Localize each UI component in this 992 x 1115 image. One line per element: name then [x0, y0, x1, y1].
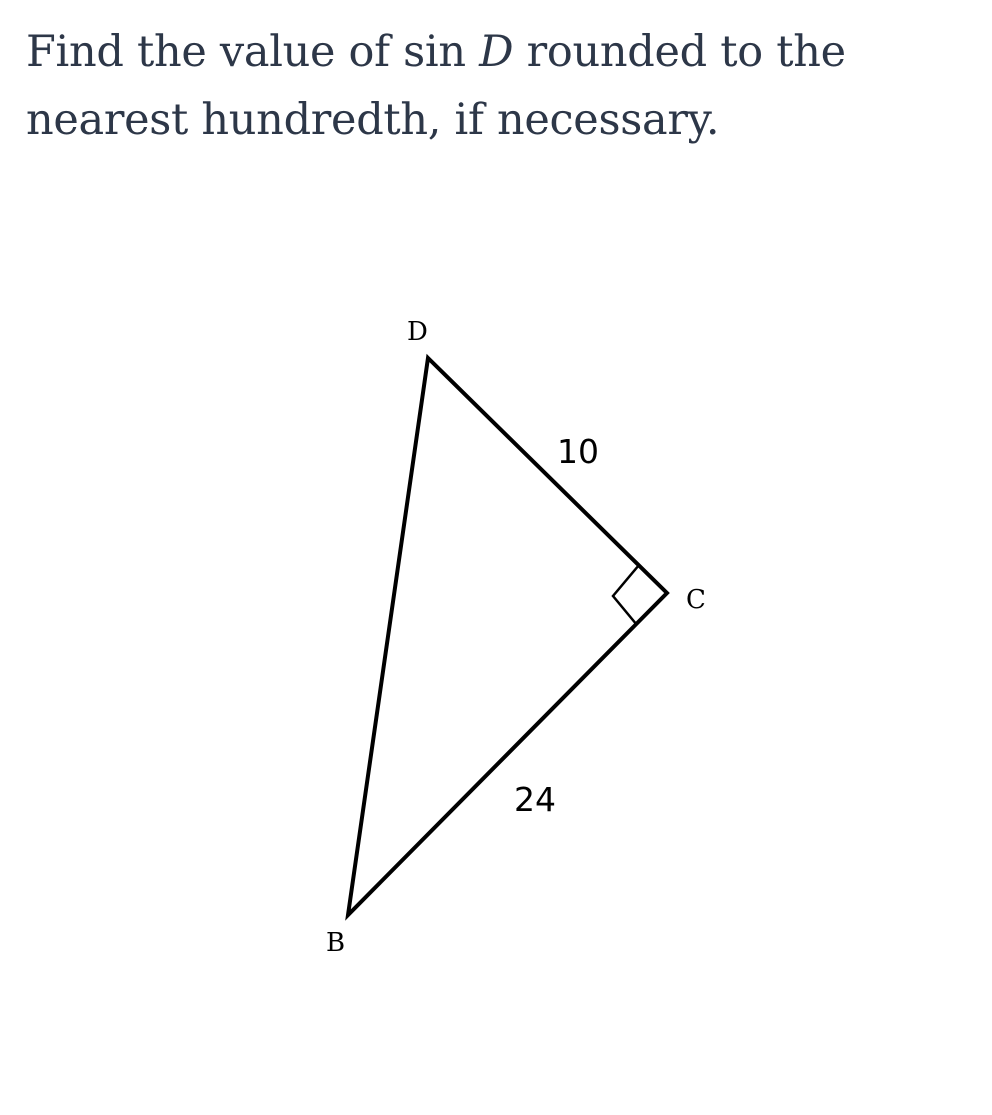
vertex-label-b: B: [326, 928, 346, 958]
right-angle-marker: [613, 565, 639, 625]
vertex-label-d: D: [407, 317, 428, 347]
triangle-dcb: [348, 358, 667, 915]
question-suffix: rounded to the nearest hundredth, if necessary.: [26, 27, 846, 145]
question-variable: D: [479, 27, 514, 77]
vertex-label-c: C: [686, 585, 706, 615]
side-label-cb: 24: [514, 780, 556, 819]
side-label-dc: 10: [557, 432, 599, 471]
question-prefix: Find the value of sin: [26, 27, 480, 77]
